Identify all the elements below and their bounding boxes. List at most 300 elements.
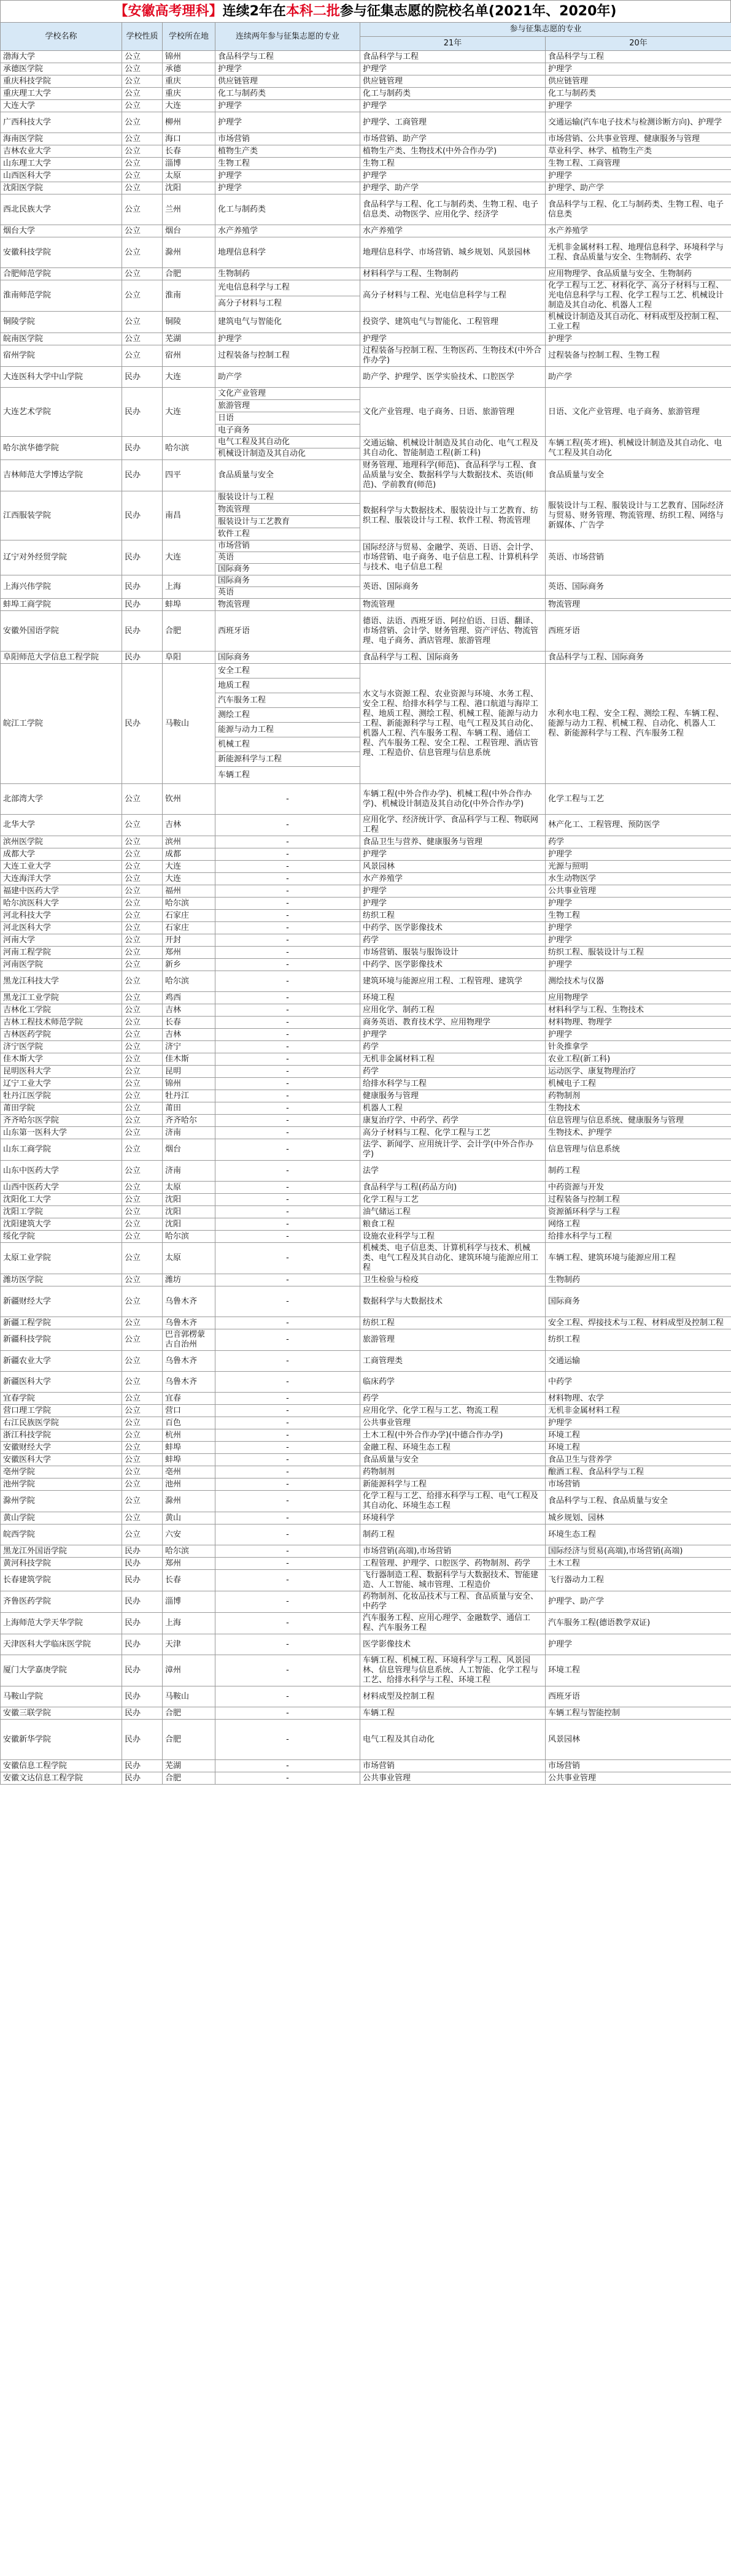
school-name: 阜阳师范大学信息工程学院 bbox=[1, 652, 122, 664]
major-cell: - bbox=[215, 1417, 360, 1429]
major-cell: 护理学 bbox=[215, 112, 360, 133]
majors-2021: 护理学 bbox=[360, 885, 546, 898]
school-nature: 公立 bbox=[122, 63, 163, 75]
school-name: 河南大学 bbox=[1, 934, 122, 947]
school-nature: 公立 bbox=[122, 1478, 163, 1491]
school-location: 四平 bbox=[163, 460, 215, 491]
table-row bbox=[1, 599, 731, 611]
major-cell: 地质工程 bbox=[215, 679, 360, 693]
school-location: 宜春 bbox=[163, 1393, 215, 1405]
majors-2021: 无机非金属材料工程 bbox=[360, 1053, 546, 1066]
major-cell: - bbox=[215, 1405, 360, 1417]
majors-2021: 护理学、工商管理 bbox=[360, 112, 546, 133]
major-cell: 护理学 bbox=[215, 170, 360, 182]
school-name: 安徽医科大学 bbox=[1, 1454, 122, 1466]
school-name: 西北民族大学 bbox=[1, 194, 122, 225]
majors-2020: 测绘技术与仪器 bbox=[546, 971, 731, 992]
majors-2020: 环境工程 bbox=[546, 1655, 731, 1686]
majors-2020: 公共事业管理 bbox=[546, 1772, 731, 1785]
majors-2020: 食品质量与安全 bbox=[546, 460, 731, 491]
majors-2021: 汽车服务工程、应用心理学、金融数学、通信工程、汽车服务工程 bbox=[360, 1613, 546, 1634]
major-cell: - bbox=[215, 1139, 360, 1161]
school-location: 滨州 bbox=[163, 836, 215, 848]
table-row bbox=[1, 575, 731, 587]
school-nature: 公立 bbox=[122, 88, 163, 100]
major-cell: 助产学 bbox=[215, 367, 360, 388]
school-name: 承德医学院 bbox=[1, 63, 122, 75]
school-location: 沈阳 bbox=[163, 1218, 215, 1231]
school-name: 辽宁对外经贸学院 bbox=[1, 540, 122, 575]
table-row bbox=[1, 1512, 731, 1524]
majors-2021: 食品科学与工程、国际商务 bbox=[360, 652, 546, 664]
majors-2020: 车辆工程、建筑环境与能源应用工程 bbox=[546, 1243, 731, 1274]
school-name: 厦门大学嘉庚学院 bbox=[1, 1655, 122, 1686]
majors-2020: 过程装备与控制工程 bbox=[546, 1194, 731, 1206]
table-row bbox=[1, 873, 731, 885]
majors-2021: 护理学 bbox=[360, 170, 546, 182]
majors-2020: 护理学 bbox=[546, 934, 731, 947]
school-name: 沈阳医学院 bbox=[1, 182, 122, 194]
school-nature: 公立 bbox=[122, 1161, 163, 1182]
majors-2020: 日语、文化产业管理、电子商务、旅游管理 bbox=[546, 388, 731, 437]
school-name: 海南医学院 bbox=[1, 133, 122, 145]
majors-2021: 机器人工程 bbox=[360, 1102, 546, 1115]
table-body bbox=[1, 51, 731, 1785]
school-nature: 公立 bbox=[122, 268, 163, 280]
major-cell: - bbox=[215, 1078, 360, 1090]
school-location: 杭州 bbox=[163, 1429, 215, 1442]
school-nature: 公立 bbox=[122, 1127, 163, 1139]
table-row bbox=[1, 333, 731, 345]
school-nature: 公立 bbox=[122, 1454, 163, 1466]
school-location: 百色 bbox=[163, 1417, 215, 1429]
header-nature: 学校性质 bbox=[122, 23, 163, 51]
school-nature: 民办 bbox=[122, 1591, 163, 1613]
majors-2020: 物流管理 bbox=[546, 599, 731, 611]
school-name: 安徽财经大学 bbox=[1, 1442, 122, 1454]
table-row bbox=[1, 1570, 731, 1591]
major-cell: - bbox=[215, 1634, 360, 1655]
majors-2020: 制药工程 bbox=[546, 1161, 731, 1182]
school-location: 长春 bbox=[163, 1570, 215, 1591]
school-location: 铜陵 bbox=[163, 312, 215, 333]
school-nature: 公立 bbox=[122, 873, 163, 885]
majors-2021: 植物生产类、生物技术(中外合作办学) bbox=[360, 145, 546, 158]
school-name: 辽宁工业大学 bbox=[1, 1078, 122, 1090]
majors-2021: 文化产业管理、电子商务、日语、旅游管理 bbox=[360, 388, 546, 437]
table-row bbox=[1, 1004, 731, 1017]
majors-2021: 食品质量与安全 bbox=[360, 1454, 546, 1466]
majors-2020: 护理学、助产学 bbox=[546, 182, 731, 194]
school-location: 马鞍山 bbox=[163, 1686, 215, 1707]
school-nature: 公立 bbox=[122, 345, 163, 367]
major-cell: 机械工程 bbox=[215, 737, 360, 752]
school-location: 大连 bbox=[163, 540, 215, 575]
majors-2020: 西班牙语 bbox=[546, 611, 731, 652]
majors-2021: 公共事业管理 bbox=[360, 1772, 546, 1785]
header-group: 参与征集志愿的专业 bbox=[360, 23, 731, 37]
major-cell: - bbox=[215, 1004, 360, 1017]
school-name: 吉林师范大学博达学院 bbox=[1, 460, 122, 491]
school-name: 池州学院 bbox=[1, 1478, 122, 1491]
school-name: 吉林医药学院 bbox=[1, 1029, 122, 1041]
school-name: 皖西学院 bbox=[1, 1524, 122, 1545]
school-nature: 公立 bbox=[122, 959, 163, 971]
table-row bbox=[1, 1053, 731, 1066]
school-nature: 公立 bbox=[122, 51, 163, 63]
major-cell: - bbox=[215, 1720, 360, 1760]
table-row bbox=[1, 51, 731, 63]
table-row bbox=[1, 1317, 731, 1329]
school-name: 吉林农业大学 bbox=[1, 145, 122, 158]
majors-2021: 化学工程与工艺 bbox=[360, 1194, 546, 1206]
header-school: 学校名称 bbox=[1, 23, 122, 51]
table-row bbox=[1, 1524, 731, 1545]
school-name: 潍坊医学院 bbox=[1, 1274, 122, 1286]
school-nature: 公立 bbox=[122, 112, 163, 133]
major-cell: - bbox=[215, 1351, 360, 1372]
school-location: 芜湖 bbox=[163, 1760, 215, 1772]
table-row bbox=[1, 1017, 731, 1029]
school-nature: 公立 bbox=[122, 934, 163, 947]
school-nature: 民办 bbox=[122, 1634, 163, 1655]
major-cell: - bbox=[215, 1017, 360, 1029]
majors-2021: 应用化学、化学工程与工艺、物流工程 bbox=[360, 1405, 546, 1417]
major-cell: - bbox=[215, 848, 360, 861]
school-name: 皖南医学院 bbox=[1, 333, 122, 345]
major-cell: - bbox=[215, 1442, 360, 1454]
school-name: 滨州医学院 bbox=[1, 836, 122, 848]
school-nature: 公立 bbox=[122, 1429, 163, 1442]
majors-2020: 光源与照明 bbox=[546, 861, 731, 873]
major-cell: 物流管理 bbox=[215, 504, 360, 516]
major-cell: 护理学 bbox=[215, 100, 360, 112]
majors-2021: 护理学 bbox=[360, 898, 546, 910]
majors-2021: 数据科学与大数据技术、服装设计与工艺教育、纺织工程、服装设计与工程、软件工程、物流管理 bbox=[360, 491, 546, 540]
school-name: 蚌埠工商学院 bbox=[1, 599, 122, 611]
majors-2021: 药物制剂、化妆品技术与工程、食品质量与安全、中药学 bbox=[360, 1591, 546, 1613]
major-cell: - bbox=[215, 1243, 360, 1274]
school-name: 新疆科技学院 bbox=[1, 1329, 122, 1351]
major-cell: - bbox=[215, 910, 360, 922]
majors-2020: 护理学 bbox=[546, 100, 731, 112]
majors-2021: 化学工程与工艺、给排水科学与工程、电气工程及其自动化、环境生态工程 bbox=[360, 1491, 546, 1512]
majors-2020: 材料物理、物理学 bbox=[546, 1017, 731, 1029]
majors-2021: 新能源科学与工程 bbox=[360, 1478, 546, 1491]
majors-2021: 材料成型及控制工程 bbox=[360, 1686, 546, 1707]
major-cell: 高分子材料与工程 bbox=[215, 296, 360, 312]
majors-2021: 公共事业管理 bbox=[360, 1417, 546, 1429]
school-nature: 公立 bbox=[122, 947, 163, 959]
majors-2021: 风景园林 bbox=[360, 861, 546, 873]
major-cell: - bbox=[215, 1029, 360, 1041]
major-cell: - bbox=[215, 1545, 360, 1558]
table-row bbox=[1, 664, 731, 679]
majors-2021: 康复治疗学、中药学、药学 bbox=[360, 1115, 546, 1127]
school-nature: 公立 bbox=[122, 1372, 163, 1393]
school-name: 牡丹江医学院 bbox=[1, 1090, 122, 1102]
school-name: 绥化学院 bbox=[1, 1231, 122, 1243]
school-nature: 公立 bbox=[122, 1466, 163, 1478]
majors-2020: 食品科学与工程、食品质量与安全 bbox=[546, 1491, 731, 1512]
school-name: 黄山学院 bbox=[1, 1512, 122, 1524]
school-name: 皖江工学院 bbox=[1, 664, 122, 784]
table-row bbox=[1, 1231, 731, 1243]
school-location: 淄博 bbox=[163, 158, 215, 170]
majors-2020: 护理学 bbox=[546, 63, 731, 75]
school-name: 山东第一医科大学 bbox=[1, 1127, 122, 1139]
table-row bbox=[1, 784, 731, 815]
major-cell: - bbox=[215, 1613, 360, 1634]
major-cell: - bbox=[215, 934, 360, 947]
majors-2020: 酿酒工程、食品科学与工程 bbox=[546, 1466, 731, 1478]
table-row bbox=[1, 540, 731, 552]
majors-2021: 食品卫生与营养、健康服务与管理 bbox=[360, 836, 546, 848]
majors-2021: 油气储运工程 bbox=[360, 1206, 546, 1218]
table-row bbox=[1, 898, 731, 910]
school-location: 潍坊 bbox=[163, 1274, 215, 1286]
majors-2020: 护理学 bbox=[546, 1634, 731, 1655]
major-cell: - bbox=[215, 815, 360, 836]
school-location: 马鞍山 bbox=[163, 664, 215, 784]
school-location: 哈尔滨 bbox=[163, 437, 215, 460]
school-location: 吉林 bbox=[163, 815, 215, 836]
table-row bbox=[1, 652, 731, 664]
school-nature: 公立 bbox=[122, 1351, 163, 1372]
school-location: 昆明 bbox=[163, 1066, 215, 1078]
majors-2020: 给排水科学与工程 bbox=[546, 1231, 731, 1243]
major-cell: - bbox=[215, 1558, 360, 1570]
school-name: 新疆农业大学 bbox=[1, 1351, 122, 1372]
major-cell: - bbox=[215, 1161, 360, 1182]
school-nature: 民办 bbox=[122, 491, 163, 540]
table-row bbox=[1, 367, 731, 388]
school-location: 芜湖 bbox=[163, 333, 215, 345]
school-location: 合肥 bbox=[163, 1772, 215, 1785]
school-location: 亳州 bbox=[163, 1466, 215, 1478]
school-name: 长春建筑学院 bbox=[1, 1570, 122, 1591]
major-cell: 护理学 bbox=[215, 182, 360, 194]
major-cell: - bbox=[215, 1053, 360, 1066]
school-nature: 公立 bbox=[122, 170, 163, 182]
school-location: 郑州 bbox=[163, 1558, 215, 1570]
table-row bbox=[1, 280, 731, 296]
school-name: 宿州学院 bbox=[1, 345, 122, 367]
table-row bbox=[1, 1393, 731, 1405]
school-location: 太原 bbox=[163, 1182, 215, 1194]
school-name: 河北科技大学 bbox=[1, 910, 122, 922]
major-cell: - bbox=[215, 1491, 360, 1512]
table-row bbox=[1, 112, 731, 133]
school-nature: 民办 bbox=[122, 1613, 163, 1634]
school-nature: 公立 bbox=[122, 861, 163, 873]
table-row bbox=[1, 934, 731, 947]
majors-2020: 纺织工程 bbox=[546, 1329, 731, 1351]
majors-2020: 草业科学、林学、植物生产类 bbox=[546, 145, 731, 158]
table-row bbox=[1, 460, 731, 491]
school-location: 大连 bbox=[163, 873, 215, 885]
school-nature: 公立 bbox=[122, 1218, 163, 1231]
school-nature: 公立 bbox=[122, 1405, 163, 1417]
school-nature: 公立 bbox=[122, 1286, 163, 1317]
majors-2021: 设施农业科学与工程 bbox=[360, 1231, 546, 1243]
majors-2020: 生物技术、护理学 bbox=[546, 1127, 731, 1139]
school-name: 安徽文达信息工程学院 bbox=[1, 1772, 122, 1785]
majors-2021: 助产学、护理学、医学实验技术、口腔医学 bbox=[360, 367, 546, 388]
school-nature: 公立 bbox=[122, 848, 163, 861]
table-row bbox=[1, 1707, 731, 1720]
majors-2020: 生物工程、工商管理 bbox=[546, 158, 731, 170]
major-cell: - bbox=[215, 922, 360, 934]
school-name: 营口理工学院 bbox=[1, 1405, 122, 1417]
school-nature: 公立 bbox=[122, 836, 163, 848]
school-name: 山东理工大学 bbox=[1, 158, 122, 170]
major-cell: - bbox=[215, 1115, 360, 1127]
table-row bbox=[1, 848, 731, 861]
majors-2021: 德语、法语、西班牙语、阿拉伯语、日语、翻译、市场营销、会计学、财务管理、资产评估、物流管理、电子商务、酒店管理、旅游管理 bbox=[360, 611, 546, 652]
school-name: 齐鲁医药学院 bbox=[1, 1591, 122, 1613]
school-location: 成都 bbox=[163, 848, 215, 861]
school-location: 哈尔滨 bbox=[163, 1231, 215, 1243]
majors-2021: 中药学、医学影像技术 bbox=[360, 959, 546, 971]
school-name: 齐齐哈尔医学院 bbox=[1, 1115, 122, 1127]
majors-2021: 食品科学与工程 bbox=[360, 51, 546, 63]
major-cell: - bbox=[215, 898, 360, 910]
school-location: 太原 bbox=[163, 170, 215, 182]
school-location: 巴音郭楞蒙古自治州 bbox=[163, 1329, 215, 1351]
table-row bbox=[1, 1491, 731, 1512]
table-row bbox=[1, 1442, 731, 1454]
majors-2020: 护理学 bbox=[546, 898, 731, 910]
table-row bbox=[1, 1218, 731, 1231]
school-name: 昆明医科大学 bbox=[1, 1066, 122, 1078]
majors-2021: 水产养殖学 bbox=[360, 225, 546, 237]
table-row bbox=[1, 194, 731, 225]
table-row bbox=[1, 1466, 731, 1478]
school-nature: 民办 bbox=[122, 1655, 163, 1686]
major-cell: 护理学 bbox=[215, 333, 360, 345]
majors-2021: 护理学 bbox=[360, 848, 546, 861]
majors-2020: 风景园林 bbox=[546, 1720, 731, 1760]
table-row bbox=[1, 910, 731, 922]
majors-2021: 土木工程(中外合作办学)(中德合作办学) bbox=[360, 1429, 546, 1442]
major-cell: 电子商务 bbox=[215, 425, 360, 437]
major-cell: 市场营销 bbox=[215, 133, 360, 145]
school-nature: 公立 bbox=[122, 312, 163, 333]
school-nature: 公立 bbox=[122, 1078, 163, 1090]
majors-2021: 财务管理、地理科学(师范)、食品科学与工程、食品质量与安全、数据科学与大数据技术、英语(师范)、学前教育(师范) bbox=[360, 460, 546, 491]
majors-2020: 公共事业管理 bbox=[546, 885, 731, 898]
school-name: 新疆医科大学 bbox=[1, 1372, 122, 1393]
majors-2021: 法学 bbox=[360, 1161, 546, 1182]
majors-2020: 中药资源与开发 bbox=[546, 1182, 731, 1194]
major-cell: 过程装备与控制工程 bbox=[215, 345, 360, 367]
school-name: 亳州学院 bbox=[1, 1466, 122, 1478]
school-nature: 民办 bbox=[122, 367, 163, 388]
school-name: 安徽外国语学院 bbox=[1, 611, 122, 652]
major-cell: - bbox=[215, 1686, 360, 1707]
majors-2020: 水产养殖学 bbox=[546, 225, 731, 237]
table-row bbox=[1, 1182, 731, 1194]
school-name: 新疆财经大学 bbox=[1, 1286, 122, 1317]
major-cell: - bbox=[215, 1707, 360, 1720]
majors-2020: 交通运输(汽车电子技术与检测诊断方向)、护理学 bbox=[546, 112, 731, 133]
school-location: 大连 bbox=[163, 367, 215, 388]
majors-2020: 材料物理、农学 bbox=[546, 1393, 731, 1405]
majors-2021: 英语、国际商务 bbox=[360, 575, 546, 599]
majors-2021: 物流管理 bbox=[360, 599, 546, 611]
majors-2020: 护理学 bbox=[546, 333, 731, 345]
major-cell: 安全工程 bbox=[215, 664, 360, 679]
table-row bbox=[1, 145, 731, 158]
majors-2021: 车辆工程(中外合作办学)、机械工程(中外合作办学)、机械设计制造及其自动化(中外合作办学) bbox=[360, 784, 546, 815]
school-nature: 公立 bbox=[122, 1274, 163, 1286]
table-row bbox=[1, 1243, 731, 1274]
major-cell: - bbox=[215, 1041, 360, 1053]
majors-2021: 应用化学、制药工程 bbox=[360, 1004, 546, 1017]
table-row bbox=[1, 1372, 731, 1393]
school-name: 安徽信息工程学院 bbox=[1, 1760, 122, 1772]
majors-2020: 食品科学与工程、化工与制药类、生物工程、电子信息类 bbox=[546, 194, 731, 225]
school-name: 福建中医药大学 bbox=[1, 885, 122, 898]
majors-2021: 药学 bbox=[360, 934, 546, 947]
school-location: 哈尔滨 bbox=[163, 971, 215, 992]
table-row bbox=[1, 815, 731, 836]
title-bracket-close: 】 bbox=[209, 4, 223, 19]
major-cell: 英语 bbox=[215, 587, 360, 599]
majors-2020: 生物工程 bbox=[546, 910, 731, 922]
school-location: 乌鲁木齐 bbox=[163, 1286, 215, 1317]
majors-2021: 药物制剂 bbox=[360, 1466, 546, 1478]
school-nature: 民办 bbox=[122, 1707, 163, 1720]
school-location: 福州 bbox=[163, 885, 215, 898]
table-row bbox=[1, 1194, 731, 1206]
header-2021: 21年 bbox=[360, 37, 546, 51]
majors-2020: 环境工程 bbox=[546, 1429, 731, 1442]
major-cell: 化工与制药类 bbox=[215, 88, 360, 100]
majors-2020: 环境工程 bbox=[546, 1442, 731, 1454]
majors-2021: 食品科学与工程(药品方向) bbox=[360, 1182, 546, 1194]
school-nature: 公立 bbox=[122, 280, 163, 312]
school-nature: 公立 bbox=[122, 182, 163, 194]
major-cell: 地理信息科学 bbox=[215, 237, 360, 268]
school-name: 重庆科技学院 bbox=[1, 75, 122, 88]
school-nature: 民办 bbox=[122, 437, 163, 460]
school-name: 安徽新华学院 bbox=[1, 1720, 122, 1760]
majors-2021: 生物工程 bbox=[360, 158, 546, 170]
table-row bbox=[1, 491, 731, 504]
table-row bbox=[1, 1558, 731, 1570]
majors-2021: 给排水科学与工程 bbox=[360, 1078, 546, 1090]
major-cell: - bbox=[215, 1329, 360, 1351]
school-nature: 民办 bbox=[122, 611, 163, 652]
table-row bbox=[1, 225, 731, 237]
school-name: 河南医学院 bbox=[1, 959, 122, 971]
school-location: 合肥 bbox=[163, 1707, 215, 1720]
table-row bbox=[1, 345, 731, 367]
major-cell: - bbox=[215, 971, 360, 992]
majors-2020: 过程装备与控制工程、生物工程 bbox=[546, 345, 731, 367]
title-bracket-open: 【 bbox=[114, 4, 128, 19]
school-nature: 公立 bbox=[122, 1090, 163, 1102]
majors-2020: 材料科学与工程、生物技术 bbox=[546, 1004, 731, 1017]
majors-2021: 供应链管理 bbox=[360, 75, 546, 88]
school-nature: 民办 bbox=[122, 1720, 163, 1760]
school-location: 海口 bbox=[163, 133, 215, 145]
school-location: 佳木斯 bbox=[163, 1053, 215, 1066]
majors-2021: 药学 bbox=[360, 1066, 546, 1078]
major-cell: - bbox=[215, 1760, 360, 1772]
